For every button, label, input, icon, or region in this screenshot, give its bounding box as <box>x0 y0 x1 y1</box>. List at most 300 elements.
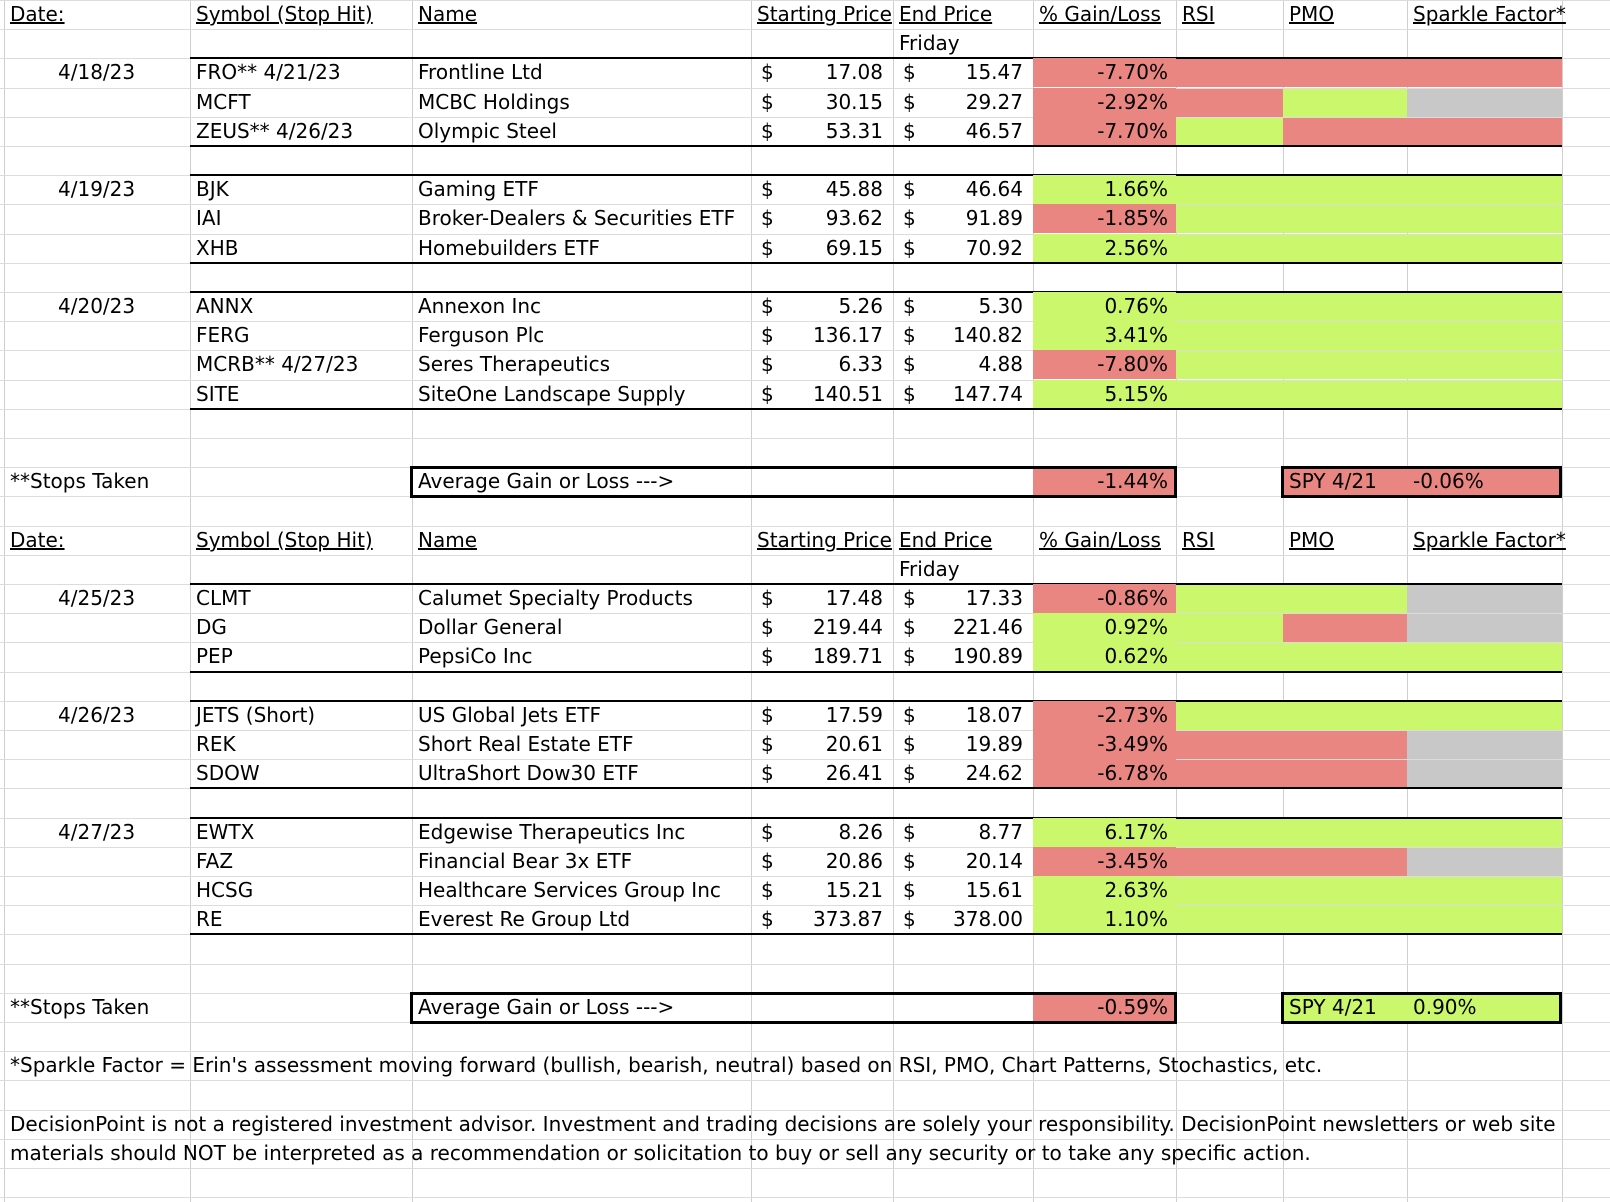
currency-symbol: $ <box>903 294 916 318</box>
row-rsi-indicator[interactable] <box>1176 731 1283 759</box>
sheet-row <box>0 818 1610 847</box>
spy-label[interactable]: SPY 4/21 <box>1283 467 1407 496</box>
row-sparkle-indicator[interactable] <box>1407 381 1562 409</box>
row-rsi-indicator[interactable] <box>1176 585 1283 613</box>
row-symbol[interactable]: XHB <box>196 236 239 260</box>
currency-symbol: $ <box>761 60 774 84</box>
row-end-price[interactable] <box>893 204 1033 233</box>
row-start-price[interactable] <box>751 88 893 117</box>
row-gain[interactable]: 2.63% <box>1033 876 1176 905</box>
header-end-sub[interactable]: Friday <box>899 31 960 55</box>
row-rsi-indicator[interactable] <box>1176 322 1283 350</box>
row-start-price-value: 189.71 <box>813 644 883 668</box>
row-name[interactable]: Dollar General <box>418 615 563 639</box>
row-gain[interactable]: -7.70% <box>1033 117 1176 146</box>
currency-symbol: $ <box>761 732 774 756</box>
row-rsi-indicator[interactable] <box>1176 614 1283 642</box>
row-sparkle-indicator[interactable] <box>1407 760 1562 788</box>
row-start-price-value: 26.41 <box>825 761 883 785</box>
row-end-price-value: 18.07 <box>965 703 1023 727</box>
row-end-price-value: 17.33 <box>965 586 1023 610</box>
row-end-price-value: 140.82 <box>953 323 1023 347</box>
row-end-price[interactable] <box>893 876 1033 905</box>
row-border <box>190 787 1562 789</box>
row-start-price-value: 20.61 <box>825 732 883 756</box>
row-name[interactable]: Edgewise Therapeutics Inc <box>418 820 686 844</box>
row-pmo-indicator[interactable] <box>1283 643 1407 671</box>
row-end-price[interactable] <box>893 234 1033 263</box>
row-start-price-value: 8.26 <box>838 820 883 844</box>
row-pmo-indicator[interactable] <box>1283 614 1407 642</box>
row-gain[interactable]: 2.56% <box>1033 234 1176 263</box>
header-rsi[interactable]: RSI <box>1182 528 1215 552</box>
row-name[interactable]: SiteOne Landscape Supply <box>418 382 686 406</box>
row-rsi-indicator[interactable] <box>1176 205 1283 233</box>
header-sparkle[interactable]: Sparkle Factor* <box>1413 2 1566 26</box>
sheet-row <box>0 730 1610 759</box>
grid-line <box>0 1197 1610 1198</box>
row-name[interactable]: PepsiCo Inc <box>418 644 533 668</box>
row-start-price-value: 6.33 <box>838 352 883 376</box>
row-pmo-indicator[interactable] <box>1283 585 1407 613</box>
row-start-price[interactable] <box>751 730 893 759</box>
currency-symbol: $ <box>903 119 916 143</box>
row-gain[interactable]: -3.45% <box>1033 847 1176 876</box>
row-rsi-indicator[interactable] <box>1176 760 1283 788</box>
row-pmo-indicator[interactable] <box>1283 59 1407 87</box>
row-sparkle-indicator[interactable] <box>1407 59 1562 87</box>
row-rsi-indicator[interactable] <box>1176 293 1283 321</box>
row-end-price[interactable] <box>893 88 1033 117</box>
row-gain[interactable]: 5.15% <box>1033 380 1176 409</box>
sheet-row <box>0 555 1610 584</box>
row-pmo-indicator[interactable] <box>1283 760 1407 788</box>
row-end-price-value: 70.92 <box>965 236 1023 260</box>
row-rsi-indicator[interactable] <box>1176 59 1283 87</box>
row-end-price[interactable] <box>893 905 1033 934</box>
row-start-price-value: 15.21 <box>825 878 883 902</box>
currency-symbol: $ <box>761 907 774 931</box>
row-symbol[interactable]: BJK <box>196 177 229 201</box>
row-start-price[interactable] <box>751 350 893 379</box>
spy-value[interactable]: -0.06% <box>1407 467 1562 496</box>
header-date[interactable]: Date: <box>10 2 65 26</box>
row-start-price[interactable] <box>751 117 893 146</box>
row-sparkle-indicator[interactable] <box>1407 89 1562 117</box>
currency-symbol: $ <box>903 90 916 114</box>
row-symbol[interactable]: JETS (Short) <box>196 703 316 727</box>
row-symbol[interactable]: REK <box>196 732 236 756</box>
currency-symbol: $ <box>761 644 774 668</box>
row-sparkle-indicator[interactable] <box>1407 614 1562 642</box>
row-symbol[interactable]: MCFT <box>196 90 251 114</box>
sheet-row <box>0 1051 1610 1080</box>
row-sparkle-indicator[interactable] <box>1407 293 1562 321</box>
header-sparkle[interactable]: Sparkle Factor* <box>1413 528 1566 552</box>
row-name[interactable]: Seres Therapeutics <box>418 352 611 376</box>
row-rsi-indicator[interactable] <box>1176 848 1283 876</box>
row-name[interactable]: UltraShort Dow30 ETF <box>418 761 639 785</box>
currency-symbol: $ <box>903 236 916 260</box>
row-symbol[interactable]: FRO** 4/21/23 <box>196 60 341 84</box>
row-gain[interactable]: -1.85% <box>1033 204 1176 233</box>
row-start-price[interactable] <box>751 701 893 730</box>
header-name[interactable]: Name <box>418 528 478 552</box>
row-rsi-indicator[interactable] <box>1176 118 1283 146</box>
row-name[interactable]: Gaming ETF <box>418 177 539 201</box>
row-sparkle-indicator[interactable] <box>1407 176 1562 204</box>
currency-symbol: $ <box>761 382 774 406</box>
row-name[interactable]: Frontline Ltd <box>418 60 543 84</box>
sheet-row <box>0 321 1610 350</box>
header-pmo[interactable]: PMO <box>1289 2 1335 26</box>
row-end-price-value: 29.27 <box>965 90 1023 114</box>
disclaimer-line-1[interactable]: DecisionPoint is not a registered investment advisor. Investment and trading decisions are solely your responsibility. DecisionPoint newsletters or web site <box>10 1112 1556 1136</box>
row-end-price[interactable] <box>893 292 1033 321</box>
currency-symbol: $ <box>761 615 774 639</box>
row-start-price[interactable] <box>751 584 893 613</box>
currency-symbol: $ <box>761 761 774 785</box>
row-start-price[interactable] <box>751 204 893 233</box>
sheet-row <box>0 584 1610 613</box>
row-symbol[interactable]: ZEUS** 4/26/23 <box>196 119 354 143</box>
currency-symbol: $ <box>761 236 774 260</box>
row-start-price[interactable] <box>751 905 893 934</box>
row-name[interactable]: Everest Re Group Ltd <box>418 907 631 931</box>
row-sparkle-indicator[interactable] <box>1407 118 1562 146</box>
row-sparkle-indicator[interactable] <box>1407 585 1562 613</box>
sheet-row <box>0 0 1610 29</box>
row-date[interactable]: 4/25/23 <box>58 586 136 610</box>
row-start-price-value: 93.62 <box>825 206 883 230</box>
grid-line <box>0 1168 1610 1169</box>
row-gain[interactable]: 6.17% <box>1033 818 1176 847</box>
row-pmo-indicator[interactable] <box>1283 118 1407 146</box>
row-name[interactable]: MCBC Holdings <box>418 90 570 114</box>
currency-symbol: $ <box>903 732 916 756</box>
sheet-row <box>0 117 1610 146</box>
header-date[interactable]: Date: <box>10 528 65 552</box>
header-name[interactable]: Name <box>418 2 478 26</box>
currency-symbol: $ <box>761 119 774 143</box>
row-symbol[interactable]: EWTX <box>196 820 255 844</box>
row-date[interactable]: 4/26/23 <box>58 703 136 727</box>
row-sparkle-indicator[interactable] <box>1407 848 1562 876</box>
currency-symbol: $ <box>761 849 774 873</box>
row-symbol[interactable]: ANNX <box>196 294 254 318</box>
row-start-price[interactable] <box>751 321 893 350</box>
row-name[interactable]: Olympic Steel <box>418 119 557 143</box>
row-gain[interactable]: -7.80% <box>1033 350 1176 379</box>
row-rsi-indicator[interactable] <box>1176 702 1283 730</box>
row-end-price-value: 4.88 <box>978 352 1023 376</box>
row-date[interactable]: 4/18/23 <box>58 60 136 84</box>
sheet-row <box>0 642 1610 671</box>
currency-symbol: $ <box>761 703 774 727</box>
row-end-price[interactable] <box>893 350 1033 379</box>
currency-symbol: $ <box>903 907 916 931</box>
row-gain[interactable]: -0.86% <box>1033 584 1176 613</box>
row-pmo-indicator[interactable] <box>1283 322 1407 350</box>
currency-symbol: $ <box>903 615 916 639</box>
sheet-row <box>0 58 1610 87</box>
row-gain[interactable]: 0.62% <box>1033 642 1176 671</box>
row-rsi-indicator[interactable] <box>1176 877 1283 905</box>
header-symbol[interactable]: Symbol (Stop Hit) <box>196 2 373 26</box>
row-end-price-value: 46.64 <box>965 177 1023 201</box>
row-start-price[interactable] <box>751 380 893 409</box>
average-gain-label[interactable]: Average Gain or Loss ---> <box>418 995 675 1019</box>
row-rsi-indicator[interactable] <box>1176 235 1283 263</box>
currency-symbol: $ <box>903 820 916 844</box>
row-pmo-indicator[interactable] <box>1283 351 1407 379</box>
row-symbol[interactable]: RE <box>196 907 223 931</box>
row-gain[interactable]: -7.70% <box>1033 58 1176 87</box>
row-symbol[interactable]: SITE <box>196 382 240 406</box>
currency-symbol: $ <box>903 849 916 873</box>
row-sparkle-indicator[interactable] <box>1407 643 1562 671</box>
header-gain[interactable]: % Gain/Loss <box>1039 528 1161 552</box>
row-symbol[interactable]: SDOW <box>196 761 260 785</box>
row-gain[interactable]: 0.92% <box>1033 613 1176 642</box>
row-gain[interactable]: -3.49% <box>1033 730 1176 759</box>
row-symbol[interactable]: CLMT <box>196 586 251 610</box>
row-start-price[interactable] <box>751 613 893 642</box>
row-gain[interactable]: 3.41% <box>1033 321 1176 350</box>
row-pmo-indicator[interactable] <box>1283 848 1407 876</box>
currency-symbol: $ <box>903 323 916 347</box>
row-name[interactable]: US Global Jets ETF <box>418 703 602 727</box>
row-start-price[interactable] <box>751 876 893 905</box>
row-rsi-indicator[interactable] <box>1176 89 1283 117</box>
average-gain-label[interactable]: Average Gain or Loss ---> <box>418 469 675 493</box>
row-sparkle-indicator[interactable] <box>1407 731 1562 759</box>
row-end-price-value: 147.74 <box>953 382 1023 406</box>
currency-symbol: $ <box>761 352 774 376</box>
header-symbol[interactable]: Symbol (Stop Hit) <box>196 528 373 552</box>
row-sparkle-indicator[interactable] <box>1407 906 1562 934</box>
currency-symbol: $ <box>903 878 916 902</box>
sheet-row <box>0 701 1610 730</box>
row-rsi-indicator[interactable] <box>1176 819 1283 847</box>
row-end-price[interactable] <box>893 642 1033 671</box>
row-pmo-indicator[interactable] <box>1283 819 1407 847</box>
row-start-price[interactable] <box>751 642 893 671</box>
currency-symbol: $ <box>903 703 916 727</box>
row-end-price-value: 378.00 <box>953 907 1023 931</box>
row-symbol[interactable]: PEP <box>196 644 233 668</box>
header-start[interactable]: Starting Price <box>757 2 892 26</box>
average-gain-box <box>410 466 1177 498</box>
currency-symbol: $ <box>761 323 774 347</box>
row-sparkle-indicator[interactable] <box>1407 205 1562 233</box>
row-end-price[interactable] <box>893 584 1033 613</box>
disclaimer-line-2[interactable]: materials should NOT be interpreted as a recommendation or solicitation to buy or sell any security or to take any specific action. <box>10 1141 1311 1165</box>
row-gain[interactable]: -2.92% <box>1033 88 1176 117</box>
row-pmo-indicator[interactable] <box>1283 205 1407 233</box>
row-sparkle-indicator[interactable] <box>1407 351 1562 379</box>
row-name[interactable]: Broker-Dealers & Securities ETF <box>418 206 736 230</box>
row-start-price[interactable] <box>751 58 893 87</box>
stops-taken-note[interactable]: **Stops Taken <box>10 995 150 1019</box>
row-end-price-value: 20.14 <box>965 849 1023 873</box>
row-start-price-value: 373.87 <box>813 907 883 931</box>
header-rsi[interactable]: RSI <box>1182 2 1215 26</box>
row-pmo-indicator[interactable] <box>1283 176 1407 204</box>
row-pmo-indicator[interactable] <box>1283 89 1407 117</box>
currency-symbol: $ <box>761 90 774 114</box>
row-name[interactable]: Calumet Specialty Products <box>418 586 693 610</box>
header-gain[interactable]: % Gain/Loss <box>1039 2 1161 26</box>
row-start-price-value: 5.26 <box>838 294 883 318</box>
row-name[interactable]: Ferguson Plc <box>418 323 545 347</box>
spy-value[interactable]: 0.90% <box>1407 993 1562 1022</box>
stops-taken-note[interactable]: **Stops Taken <box>10 469 150 493</box>
row-start-price[interactable] <box>751 175 893 204</box>
row-symbol[interactable]: MCRB** 4/27/23 <box>196 352 359 376</box>
row-start-price-value: 17.48 <box>825 586 883 610</box>
row-symbol[interactable]: HCSG <box>196 878 254 902</box>
row-end-price[interactable] <box>893 380 1033 409</box>
currency-symbol: $ <box>903 177 916 201</box>
row-end-price-value: 5.30 <box>978 294 1023 318</box>
currency-symbol: $ <box>903 60 916 84</box>
row-rsi-indicator[interactable] <box>1176 351 1283 379</box>
row-end-price-value: 19.89 <box>965 732 1023 756</box>
row-start-price[interactable] <box>751 759 893 788</box>
row-date[interactable]: 4/19/23 <box>58 177 136 201</box>
sparkle-footnote[interactable]: *Sparkle Factor = Erin's assessment moving forward (bullish, bearish, neutral) based on RSI, PMO, Chart Patterns, Stochastics, etc. <box>10 1053 1323 1077</box>
row-symbol[interactable]: FAZ <box>196 849 234 873</box>
sheet-row <box>0 905 1610 934</box>
row-end-price-value: 8.77 <box>978 820 1023 844</box>
row-name[interactable]: Annexon Inc <box>418 294 542 318</box>
row-sparkle-indicator[interactable] <box>1407 819 1562 847</box>
row-end-price[interactable] <box>893 818 1033 847</box>
sheet-row <box>0 29 1610 58</box>
sheet-row <box>0 876 1610 905</box>
row-end-price[interactable] <box>893 613 1033 642</box>
row-date[interactable]: 4/27/23 <box>58 820 136 844</box>
row-rsi-indicator[interactable] <box>1176 176 1283 204</box>
row-sparkle-indicator[interactable] <box>1407 322 1562 350</box>
currency-symbol: $ <box>903 382 916 406</box>
row-name[interactable]: Healthcare Services Group Inc <box>418 878 721 902</box>
row-name[interactable]: Financial Bear 3x ETF <box>418 849 633 873</box>
average-gain-value[interactable]: -0.59% <box>1033 993 1176 1022</box>
row-start-price[interactable] <box>751 292 893 321</box>
average-gain-value[interactable]: -1.44% <box>1033 467 1176 496</box>
row-end-price[interactable] <box>893 321 1033 350</box>
row-end-price-value: 15.61 <box>965 878 1023 902</box>
row-gain[interactable]: -6.78% <box>1033 759 1176 788</box>
header-start[interactable]: Starting Price <box>757 528 892 552</box>
row-gain[interactable]: 1.66% <box>1033 175 1176 204</box>
spy-label[interactable]: SPY 4/21 <box>1283 993 1407 1022</box>
row-sparkle-indicator[interactable] <box>1407 877 1562 905</box>
row-pmo-indicator[interactable] <box>1283 235 1407 263</box>
average-gain-box <box>410 992 1177 1024</box>
row-end-price-value: 221.46 <box>953 615 1023 639</box>
row-symbol[interactable]: FERG <box>196 323 250 347</box>
row-sparkle-indicator[interactable] <box>1407 235 1562 263</box>
row-border <box>190 933 1562 935</box>
sheet-row <box>0 88 1610 117</box>
currency-symbol: $ <box>761 878 774 902</box>
row-pmo-indicator[interactable] <box>1283 731 1407 759</box>
row-border <box>190 145 1562 147</box>
row-start-price-value: 69.15 <box>825 236 883 260</box>
row-sparkle-indicator[interactable] <box>1407 702 1562 730</box>
row-end-price-value: 91.89 <box>965 206 1023 230</box>
row-end-price[interactable] <box>893 701 1033 730</box>
row-start-price[interactable] <box>751 818 893 847</box>
currency-symbol: $ <box>761 586 774 610</box>
header-end[interactable]: End Price <box>899 2 993 26</box>
row-end-price[interactable] <box>893 759 1033 788</box>
row-symbol[interactable]: IAI <box>196 206 222 230</box>
row-start-price[interactable] <box>751 234 893 263</box>
row-end-price[interactable] <box>893 847 1033 876</box>
row-gain[interactable]: -2.73% <box>1033 701 1176 730</box>
sheet-row <box>0 292 1610 321</box>
sheet-row <box>0 526 1610 555</box>
row-end-price[interactable] <box>893 117 1033 146</box>
row-rsi-indicator[interactable] <box>1176 381 1283 409</box>
header-end-sub[interactable]: Friday <box>899 557 960 581</box>
row-pmo-indicator[interactable] <box>1283 381 1407 409</box>
header-end[interactable]: End Price <box>899 528 993 552</box>
row-border <box>190 262 1562 264</box>
row-rsi-indicator[interactable] <box>1176 643 1283 671</box>
row-end-price[interactable] <box>893 58 1033 87</box>
row-end-price[interactable] <box>893 175 1033 204</box>
row-pmo-indicator[interactable] <box>1283 702 1407 730</box>
row-symbol[interactable]: DG <box>196 615 227 639</box>
row-pmo-indicator[interactable] <box>1283 906 1407 934</box>
row-start-price-value: 219.44 <box>813 615 883 639</box>
row-pmo-indicator[interactable] <box>1283 877 1407 905</box>
currency-symbol: $ <box>903 761 916 785</box>
row-name[interactable]: Short Real Estate ETF <box>418 732 634 756</box>
row-end-price-value: 190.89 <box>953 644 1023 668</box>
currency-symbol: $ <box>761 294 774 318</box>
sheet-row <box>0 1139 1610 1168</box>
row-start-price-value: 20.86 <box>825 849 883 873</box>
header-pmo[interactable]: PMO <box>1289 528 1335 552</box>
row-date[interactable]: 4/20/23 <box>58 294 136 318</box>
row-start-price-value: 140.51 <box>813 382 883 406</box>
sheet-row <box>0 175 1610 204</box>
row-start-price-value: 17.59 <box>825 703 883 727</box>
spy-box <box>1281 466 1562 498</box>
row-start-price-value: 53.31 <box>825 119 883 143</box>
row-start-price[interactable] <box>751 847 893 876</box>
row-gain[interactable]: 1.10% <box>1033 905 1176 934</box>
sheet-row <box>0 759 1610 788</box>
currency-symbol: $ <box>761 820 774 844</box>
row-name[interactable]: Homebuilders ETF <box>418 236 600 260</box>
sheet-row <box>0 234 1610 263</box>
row-rsi-indicator[interactable] <box>1176 906 1283 934</box>
row-end-price-value: 46.57 <box>965 119 1023 143</box>
row-end-price-value: 15.47 <box>965 60 1023 84</box>
row-end-price[interactable] <box>893 730 1033 759</box>
row-pmo-indicator[interactable] <box>1283 293 1407 321</box>
sheet-row <box>0 613 1610 642</box>
row-gain[interactable]: 0.76% <box>1033 292 1176 321</box>
row-start-price-value: 17.08 <box>825 60 883 84</box>
